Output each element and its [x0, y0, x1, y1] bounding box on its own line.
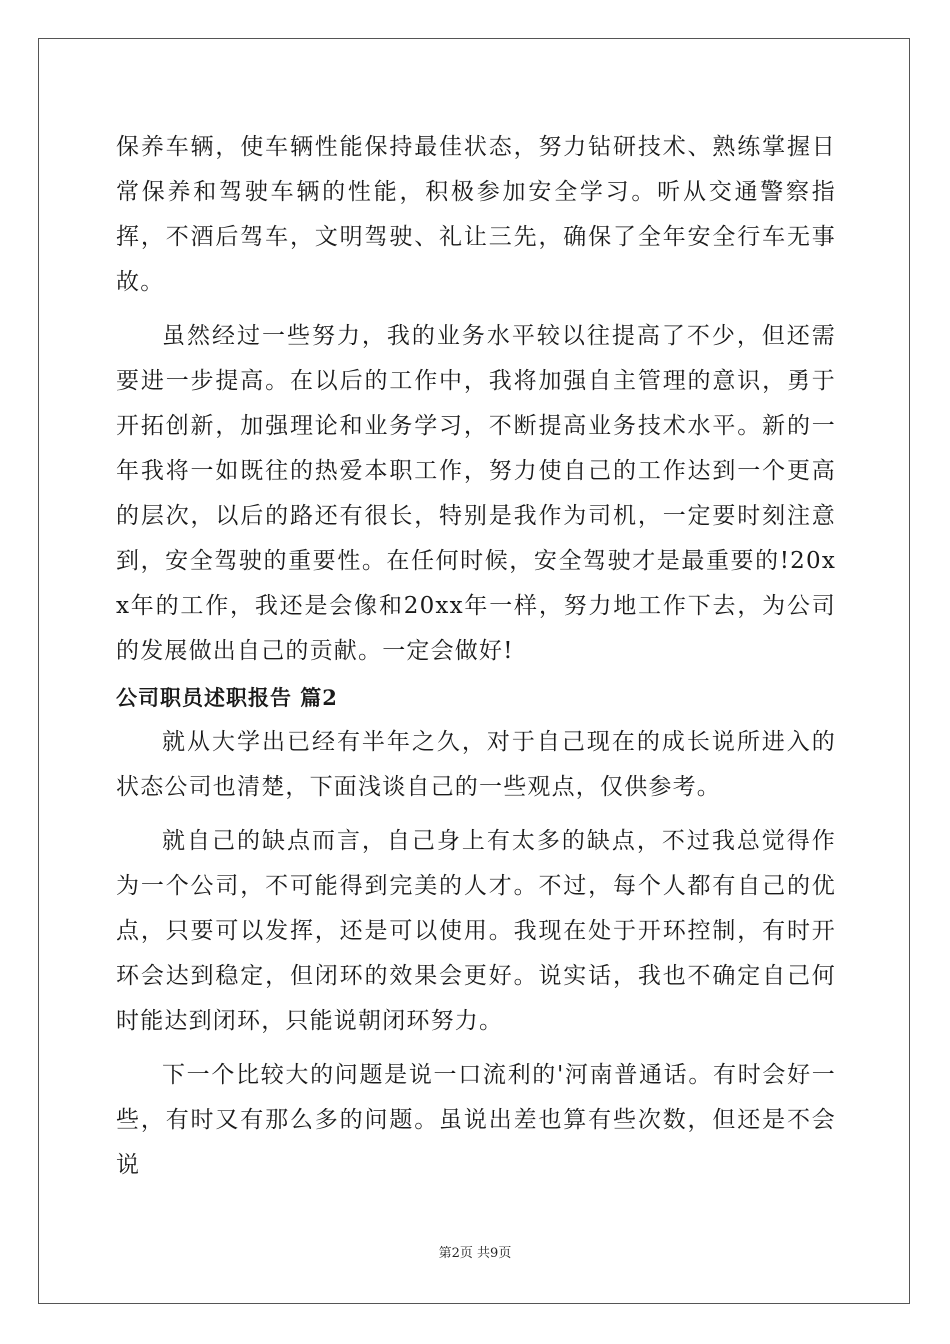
paragraph: 就从大学出已经有半年之久，对于自己现在的成长说所进入的状态公司也清楚，下面浅谈自己的一些观点，仅供参考。	[116, 729, 836, 800]
paragraph: 保养车辆，使车辆性能保持最佳状态，努力钻研技术、熟练掌握日常保养和驾驶车辆的性能，积极参加安全学习。听从交通警察指挥，不酒后驾车，文明驾驶、礼让三先，确保了全年安全行车无事故。	[116, 134, 836, 295]
paragraph: 下一个比较大的问题是说一口流利的'河南普通话。有时会好一些，有时又有那么多的问题。虽说出差也算有些次数，但还是不会说	[116, 1062, 836, 1178]
page-number: 第2页 共9页	[438, 1246, 512, 1261]
document-body	[116, 125, 836, 1188]
section-title: 公司职员述职报告 篇2	[116, 685, 338, 710]
paragraph: 虽然经过一些努力，我的业务水平较以往提高了不少，但还需要进一步提高。在以后的工作中，我将加强自主管理的意识，勇于开拓创新，加强理论和业务学习，不断提高业务技术水平。新的一年我将一如既往的热爱本职工作，努力使自己的工作达到一个更高的层次，以后的路还有很长，特别是我作为司机，一定要时刻注意到，安全驾驶的重要性。在任何时候，安全驾驶才是最重要的!20xx年的工作，我还是会像和20xx年一样，努力地工作下去，为公司的发展做出自己的贡献。一定会做好!	[116, 323, 836, 664]
paragraph: 就自己的缺点而言，自己身上有太多的缺点，不过我总觉得作为一个公司，不可能得到完美的人才。不过，每个人都有自己的优点，只要可以发挥，还是可以使用。我现在处于开环控制，有时开环会达到稳定，但闭环的效果会更好。说实话，我也不确定自己何时能达到闭环，只能说朝闭环努力。	[116, 828, 836, 1034]
